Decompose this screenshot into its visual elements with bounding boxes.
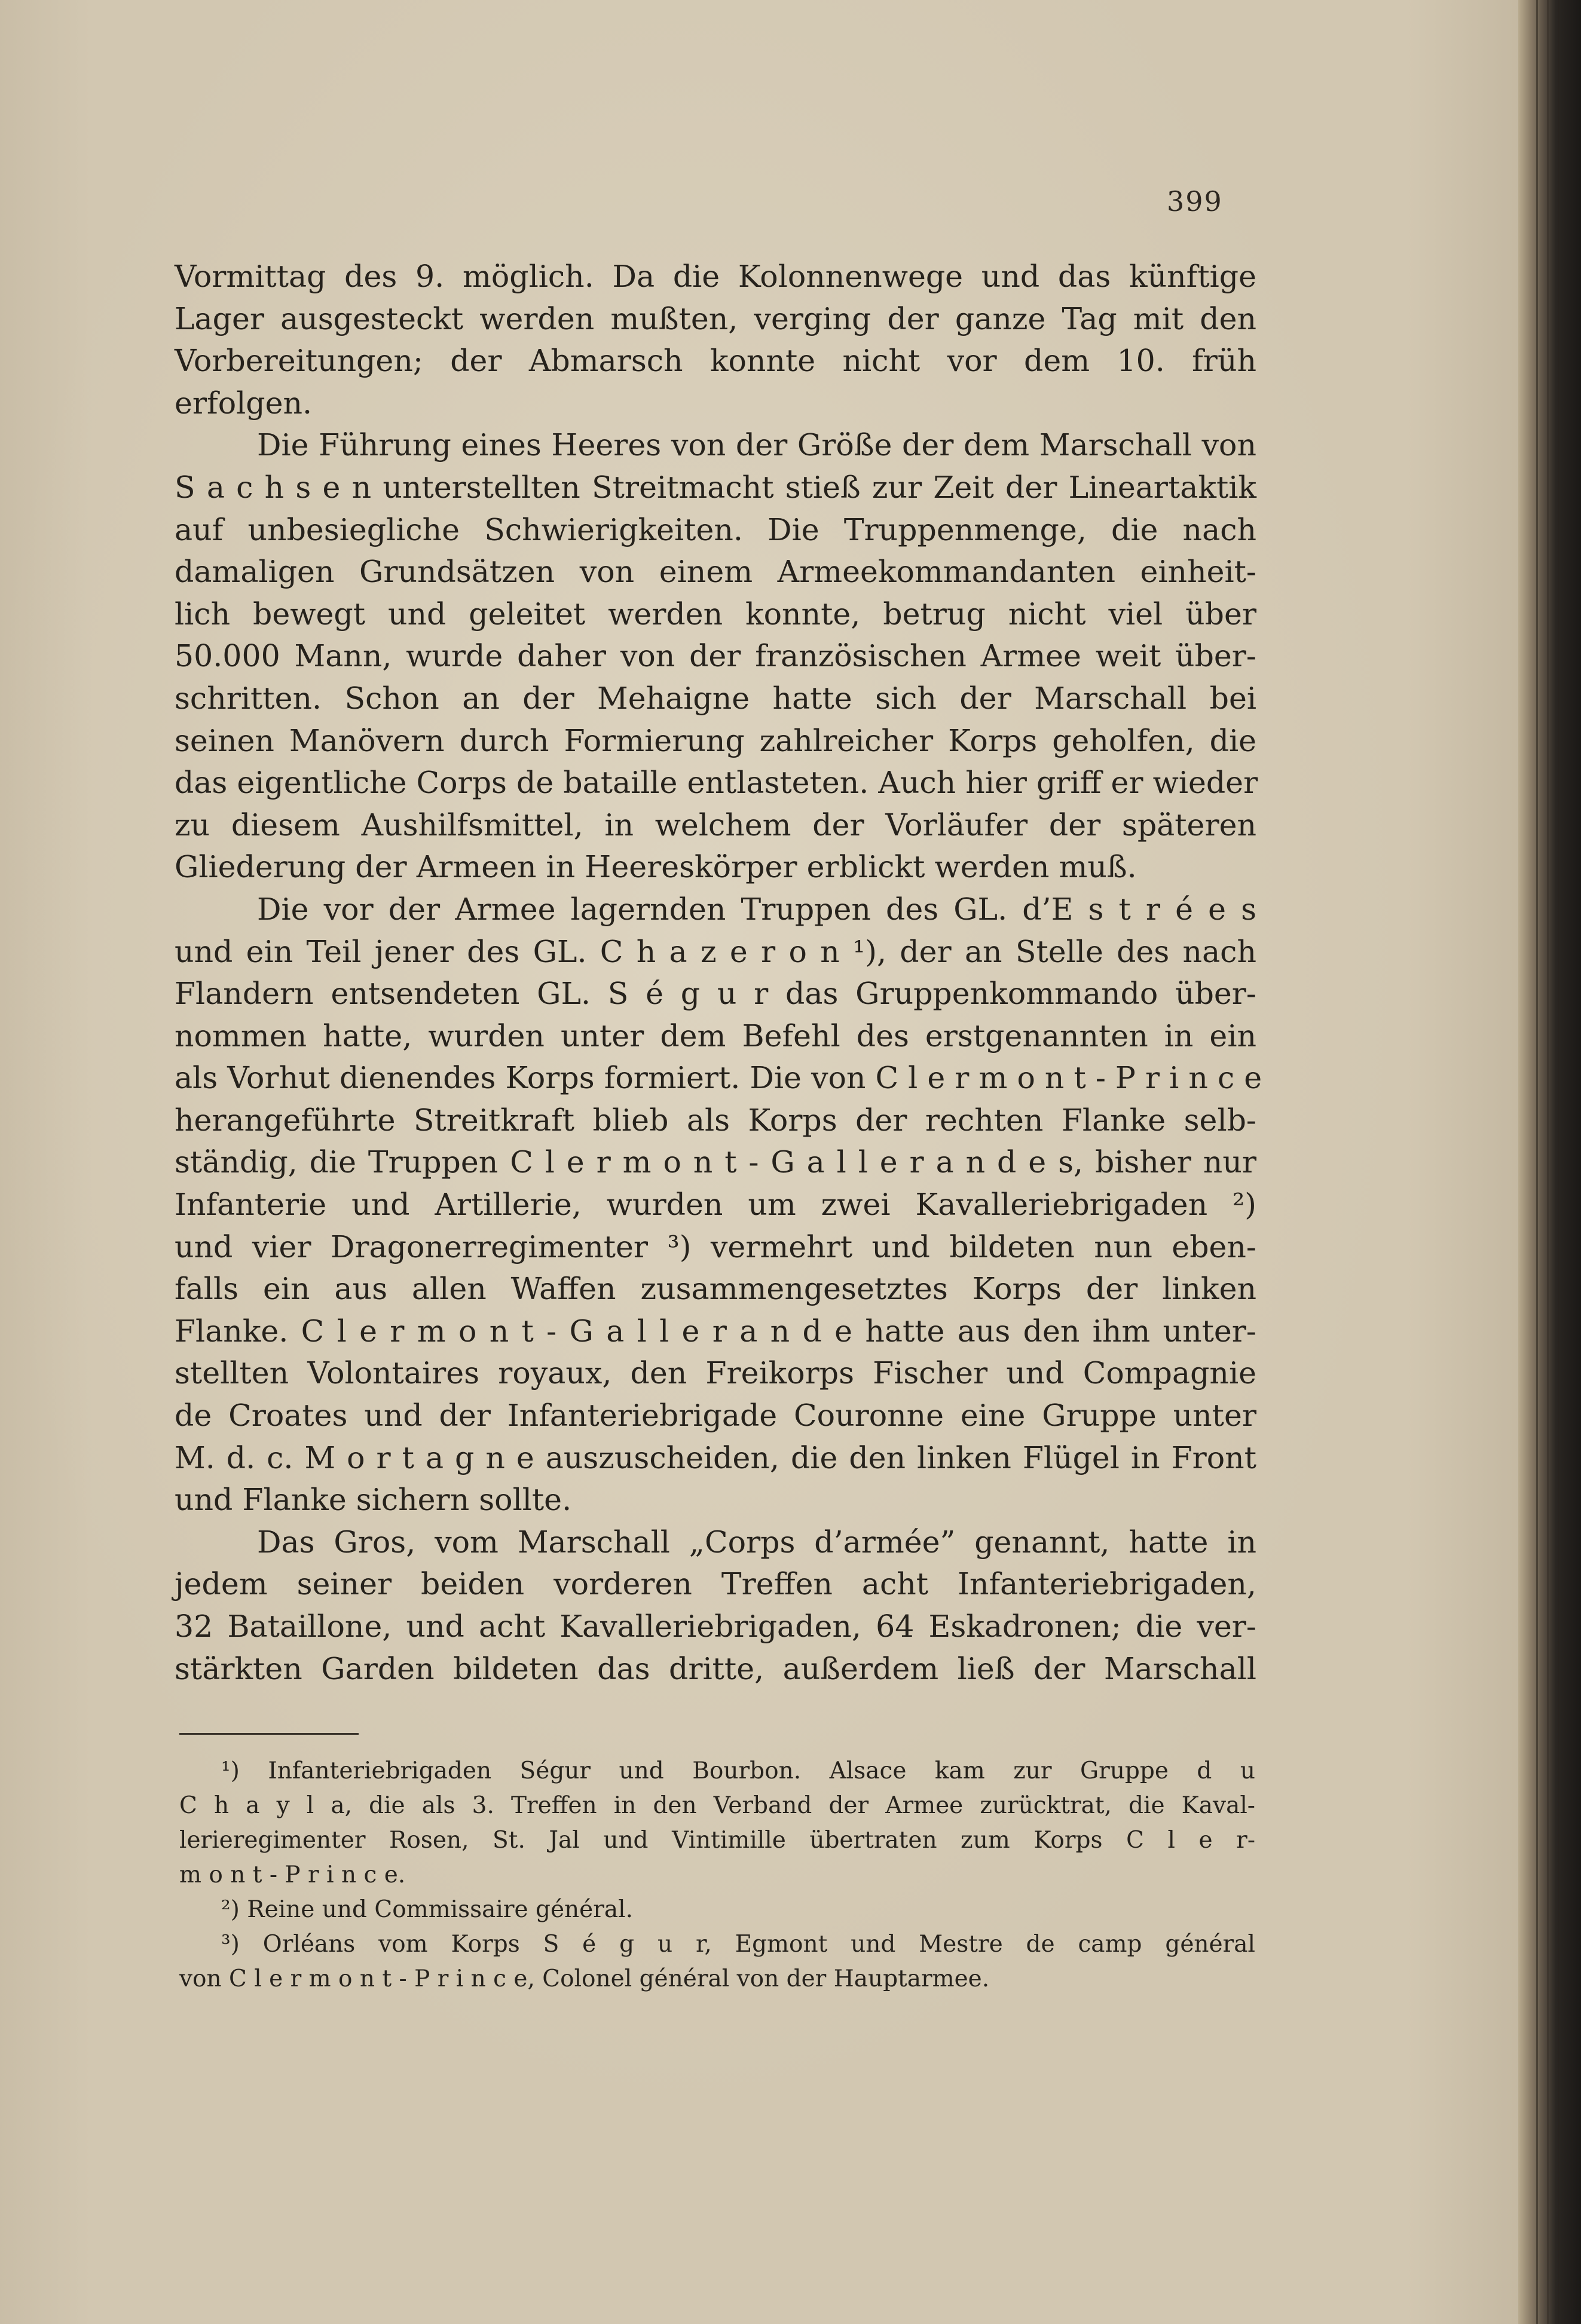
body-text-line: schritten. Schon an der Mehaigne hatte sich der Marschall bei <box>175 680 1256 716</box>
body-text-line: nommen hatte, wurden unter dem Befehl des erstgenannten in ein <box>175 1018 1256 1054</box>
body-text-line: 32 Bataillone, und acht Kavalleriebrigaden, 64 Eskadronen; die ver- <box>175 1609 1256 1644</box>
body-text-line: als Vorhut dienendes Korps formiert. Die von C l e r m o n t - P r i n c e <box>175 1060 1262 1096</box>
body-text-line: de Croates und der Infanteriebrigade Couronne eine Gruppe unter <box>175 1398 1256 1434</box>
body-text-line: Vormittag des 9. möglich. Da die Kolonnenwege und das künftige <box>175 259 1256 294</box>
body-text-line: S a c h s e n unterstellten Streitmacht stieß zur Zeit der Lineartaktik <box>175 469 1256 505</box>
body-text-line: erfolgen. <box>175 385 313 421</box>
footnote-line: C h a y l a, die als 3. Treffen in den Verband der Armee zurücktrat, die Kaval- <box>179 1792 1255 1819</box>
footnote-line: m o n t - P r i n c e. <box>179 1861 406 1888</box>
footnote-line: von C l e r m o n t - P r i n c e, Colonel général von der Hauptarmee. <box>179 1965 990 1992</box>
body-text-line: Lager ausgesteckt werden mußten, verging der ganze Tag mit den <box>175 301 1256 336</box>
body-text-line: Die Führung eines Heeres von der Größe der dem Marschall von <box>257 427 1256 463</box>
body-text-line: ständig, die Truppen C l e r m o n t - G a l l e r a n d e s, bisher nur <box>175 1144 1256 1180</box>
body-text-line: Das Gros, vom Marschall „Corps d’armée” genannt, hatte in <box>257 1524 1256 1560</box>
body-text-line: falls ein aus allen Waffen zusammengesetztes Korps der linken <box>175 1271 1256 1307</box>
page-edge-line <box>1547 0 1549 2324</box>
page-number: 399 <box>1167 185 1223 218</box>
body-text-line: stellten Volontaires royaux, den Freikorps Fischer und Compagnie <box>175 1355 1256 1391</box>
footnote-line: lerieregimenter Rosen, St. Jal und Vintimille übertraten zum Korps C l e r- <box>179 1827 1255 1854</box>
body-text-line: herangeführte Streitkraft blieb als Korps der rechten Flanke selb- <box>175 1102 1256 1138</box>
body-text-line: und vier Dragonerregimenter ³) vermehrt und bildeten nun eben- <box>175 1229 1256 1264</box>
body-text-line: das eigentliche Corps de bataille entlasteten. Auch hier griff er wieder <box>175 765 1258 801</box>
footnotes <box>179 1754 1255 1997</box>
footnote-line: ¹) Infanteriebrigaden Ségur und Bourbon. Alsace kam zur Gruppe d u <box>221 1757 1255 1784</box>
body-text-line: Vorbereitungen; der Abmarsch konnte nicht vor dem 10. früh <box>175 343 1256 379</box>
body-text-line: damaligen Grundsätzen von einem Armeekommandanten einheit- <box>175 554 1256 590</box>
body-text-line: zu diesem Aushilfsmittel, in welchem der Vorläufer der späteren <box>175 807 1256 843</box>
page-edge-line <box>1558 0 1559 2324</box>
book-gutter <box>1518 0 1581 2324</box>
body-text-line: und Flanke sichern sollte. <box>175 1482 572 1518</box>
body-text-line: auf unbesiegliche Schwierigkeiten. Die Truppenmenge, die nach <box>175 512 1256 547</box>
page-edge-line <box>1536 0 1538 2324</box>
body-text-line: stärkten Garden bildeten das dritte, außerdem ließ der Marschall <box>175 1651 1256 1686</box>
footnote-line: ³) Orléans vom Korps S é g u r, Egmont und Mestre de camp général <box>221 1931 1255 1958</box>
body-text-line: Die vor der Armee lagernden Truppen des GL. d’E s t r é e s <box>257 891 1256 927</box>
footnote-separator <box>179 1733 359 1735</box>
body-text-line: jedem seiner beiden vorderen Treffen acht Infanteriebrigaden, <box>175 1566 1256 1602</box>
body-text-line: Flandern entsendeten GL. S é g u r das Gruppenkommando über- <box>175 976 1256 1012</box>
body-text-line: und ein Teil jener des GL. C h a z e r o n ¹), der an Stelle des nach <box>175 933 1256 969</box>
body-text-line: lich bewegt und geleitet werden konnte, betrug nicht viel über <box>175 596 1256 632</box>
footnote-line: ²) Reine und Commissaire général. <box>221 1896 633 1923</box>
body-text-line: Infanterie und Artillerie, wurden um zwei Kavalleriebrigaden ²) <box>175 1187 1256 1223</box>
body-text <box>175 256 1262 1690</box>
body-text-line: seinen Manövern durch Formierung zahlreicher Korps geholfen, die <box>175 722 1256 758</box>
body-text-line: Flanke. C l e r m o n t - G a l l e r a n d e hatte aus den ihm unter- <box>175 1313 1256 1349</box>
body-text-line: M. d. c. M o r t a g n e auszuscheiden, die den linken Flügel in Front <box>175 1440 1256 1475</box>
body-text-line: Gliederung der Armeen in Heereskörper erblickt werden muß. <box>175 849 1137 885</box>
body-text-line: 50.000 Mann, wurde daher von der französischen Armee weit über- <box>175 638 1256 674</box>
